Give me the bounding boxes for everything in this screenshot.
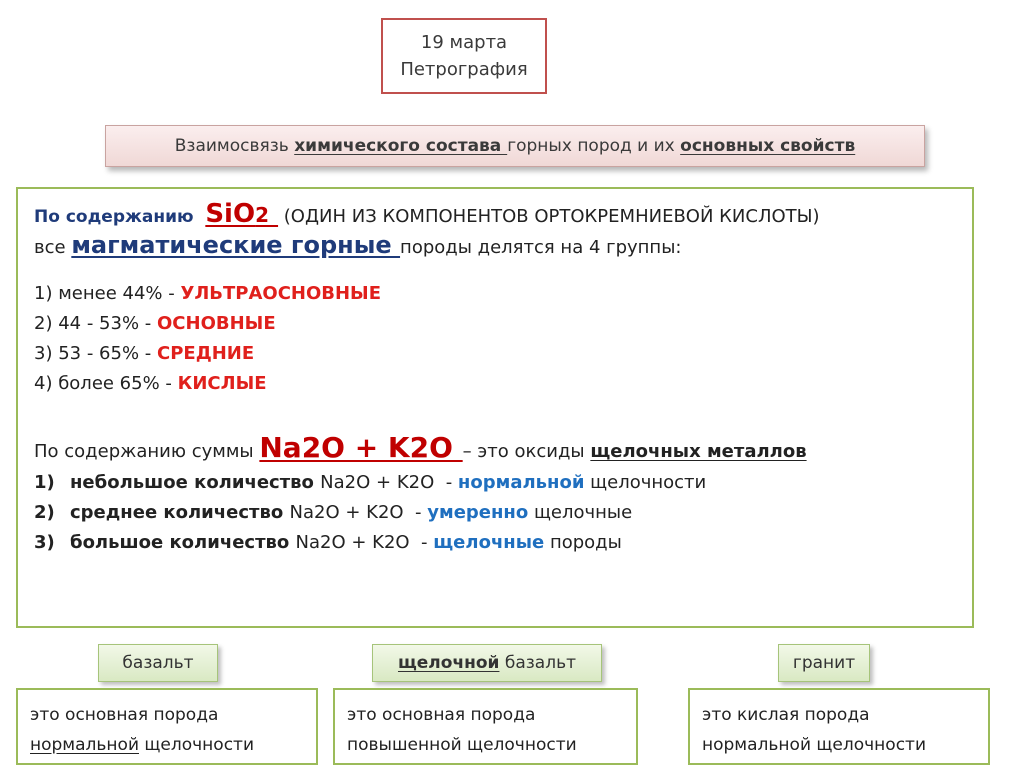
groups-intro-line bbox=[34, 231, 956, 259]
groups-pre: все bbox=[34, 237, 72, 258]
silica-group-item bbox=[34, 309, 956, 339]
groups-key-magmatic: магматические горные bbox=[71, 231, 401, 259]
item-dash: - bbox=[403, 502, 428, 523]
rock-desc-line1: это кислая порода bbox=[702, 705, 870, 725]
sio2-formula bbox=[205, 199, 278, 229]
item-alkalinity: нормальной bbox=[457, 472, 585, 493]
group-range: 4) более 65% - bbox=[34, 373, 178, 394]
alkali-item bbox=[34, 468, 956, 498]
alkali-intro: По содержанию суммы bbox=[34, 441, 260, 462]
item-alkalinity: умеренно bbox=[427, 502, 529, 523]
sio2-line bbox=[34, 199, 956, 229]
rock-desc-granite bbox=[688, 688, 990, 765]
group-name: ОСНОВНЫЕ bbox=[157, 313, 276, 334]
topic-key-main-properties: основных свойств bbox=[680, 136, 856, 156]
item-number: 2) bbox=[34, 502, 55, 523]
item-alkalinity: щелочные bbox=[433, 532, 545, 553]
sio2-formula-index: 2 bbox=[255, 203, 269, 227]
rock-desc-line1: это основная порода bbox=[347, 705, 536, 725]
rock-desc-alkaline-basalt bbox=[333, 688, 638, 765]
topic-banner bbox=[105, 125, 925, 167]
group-name: СРЕДНИЕ bbox=[157, 343, 255, 364]
rock-label-key: щелочной bbox=[397, 653, 500, 673]
rock-label-granite bbox=[778, 644, 870, 682]
rock-desc-line2 bbox=[30, 730, 304, 760]
item-number: 1) bbox=[34, 472, 55, 493]
sio2-note: (ОДИН ИЗ КОМПОНЕНТОВ ОРТОКРЕМНИЕВОЙ КИСЛОТЫ) bbox=[278, 206, 820, 227]
rock-desc-rest: щелочности bbox=[139, 735, 254, 755]
alkali-list bbox=[34, 468, 956, 558]
rock-desc-key: нормальной bbox=[30, 735, 139, 755]
alkali-item bbox=[34, 498, 956, 528]
item-formula: Na2O + K2O bbox=[289, 502, 404, 523]
rock-label-text: гранит bbox=[792, 653, 856, 673]
item-dash: - bbox=[409, 532, 434, 553]
item-number: 3) bbox=[34, 532, 55, 553]
group-range: 3) 53 - 65% - bbox=[34, 343, 157, 364]
subject-title: Петрография bbox=[400, 59, 528, 80]
date-text: 19 марта bbox=[420, 32, 508, 53]
item-formula: Na2O + K2O bbox=[295, 532, 410, 553]
silica-group-item bbox=[34, 369, 956, 399]
alkali-formula: Na2O + K2O bbox=[259, 431, 463, 464]
main-content-box bbox=[16, 187, 974, 628]
alkali-dash: – это оксиды bbox=[462, 441, 591, 462]
group-range: 1) менее 44% - bbox=[34, 283, 181, 304]
rock-desc-line1: это основная порода bbox=[30, 705, 219, 725]
rock-desc-line2: нормальной щелочности bbox=[702, 735, 926, 755]
rock-label-basalt bbox=[98, 644, 218, 682]
alkali-key-metals: щелочных металлов bbox=[590, 441, 807, 462]
rock-label-text: базальт bbox=[122, 653, 194, 673]
topic-part-1: Взаимосвязь bbox=[174, 136, 295, 156]
sio2-formula-base: SiO bbox=[205, 199, 256, 229]
rock-desc-line2: повышенной щелочности bbox=[347, 735, 577, 755]
group-name: УЛЬТРАОСНОВНЫЕ bbox=[180, 283, 381, 304]
silica-groups-list bbox=[34, 279, 956, 399]
item-amount: небольшое количество bbox=[70, 472, 321, 493]
silica-group-item bbox=[34, 339, 956, 369]
group-range: 2) 44 - 53% - bbox=[34, 313, 157, 334]
item-rest: щелочные bbox=[528, 502, 633, 523]
topic-part-3: горных пород и их bbox=[507, 136, 681, 156]
item-dash: - bbox=[434, 472, 458, 493]
item-rest: щелочности bbox=[584, 472, 707, 493]
alkali-item bbox=[34, 528, 956, 558]
item-rest: породы bbox=[544, 532, 622, 553]
rock-label-alkaline-basalt bbox=[372, 644, 602, 682]
sio2-intro: По содержанию bbox=[34, 207, 194, 227]
date-title-box bbox=[381, 18, 547, 94]
rock-label-text: базальт bbox=[499, 653, 577, 673]
item-amount: большое количество bbox=[70, 532, 296, 553]
silica-group-item bbox=[34, 279, 956, 309]
item-amount: среднее количество bbox=[70, 502, 290, 523]
groups-post: породы делятся на 4 группы: bbox=[400, 237, 682, 258]
group-name: КИСЛЫЕ bbox=[177, 373, 267, 394]
topic-key-chemical-composition: химического состава bbox=[294, 136, 508, 156]
item-formula: Na2O + K2O bbox=[320, 472, 435, 493]
alkali-intro-line bbox=[34, 431, 956, 464]
rock-desc-basalt bbox=[16, 688, 318, 765]
